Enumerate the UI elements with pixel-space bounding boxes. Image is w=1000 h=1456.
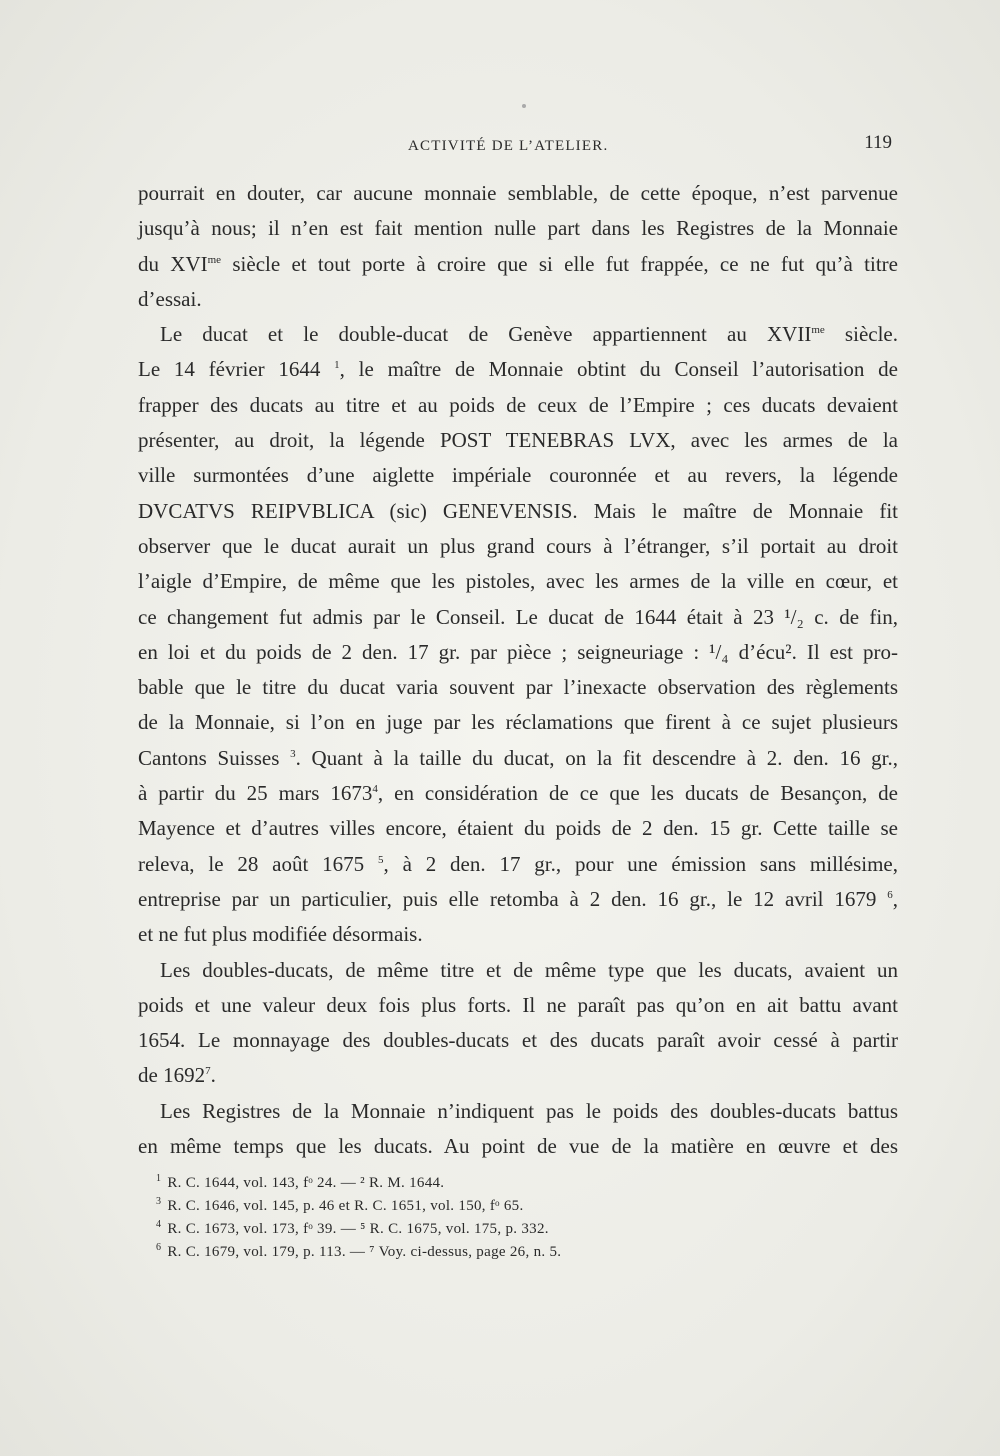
superscript: 4: [372, 783, 378, 796]
footnote-text: R. C. 1679, vol. 179, p. 113. — ⁷ Voy. ci-dessus, page 26, n. 5.: [167, 1244, 562, 1260]
text-line: 1654. Le monnayage des doubles-ducats et des ducats paraît avoir cessé à partir: [138, 1028, 898, 1053]
text-line: d’essai.: [138, 286, 202, 311]
text-segment: releva, le 28 août 1675: [138, 851, 378, 876]
footnote-text: R. C. 1644, vol. 143, fᵒ 24. — ² R. M. 1644.: [167, 1175, 445, 1191]
footnote-text: R. C. 1673, vol. 173, fᵒ 39. — ⁵ R. C. 1675, vol. 175, p. 332.: [167, 1221, 549, 1237]
text-segment: . Quant à la taille du ducat, on la fit descendre à 2. den. 16 gr.,: [295, 745, 898, 770]
running-header: [138, 132, 898, 162]
text-line: [138, 247, 898, 282]
text-line: [138, 741, 898, 776]
text-line: Les doubles-ducats, de même titre et de même type que les ducats, avaient un: [160, 957, 898, 982]
superscript: 1: [334, 359, 340, 372]
text-segment: siècle.: [824, 322, 898, 347]
text-segment: du XVI: [138, 251, 208, 276]
text-segment: siècle et tout porte à croire que si elle fut frappée, ce ne fut qu’à titre: [221, 251, 898, 276]
text-line: jusqu’à nous; il n’en est fait mention nulle part dans les Registres de la Monnaie: [138, 216, 898, 241]
text-segment: Le 14 février 1644: [138, 357, 335, 382]
text-segment: , en considération de ce que les ducats de Besançon, de: [377, 781, 898, 806]
text-line: de la Monnaie, si l’on en juge par les réclamations que firent à ce sujet plusieurs: [138, 710, 898, 735]
text-line: frapper des ducats au titre et au poids de ceux de l’Empire ; ces ducats devaient: [138, 392, 898, 417]
text-line: Mayence et d’autres villes encore, étaient du poids de 2 den. 15 gr. Cette taille se: [138, 816, 898, 841]
text-line: Les Registres de la Monnaie n’indiquent pas le poids des doubles-ducats battus: [160, 1098, 898, 1123]
footnote: [156, 1195, 676, 1218]
footnote: [156, 1218, 676, 1241]
text-line: pourrait en douter, car aucune monnaie semblable, de cette époque, n’est parvenue: [138, 181, 898, 205]
footnote-mark: 4: [156, 1219, 162, 1230]
text-line: l’aigle d’Empire, de même que les pistoles, avec les armes de la ville en cœur, et: [138, 569, 898, 594]
text-line: [138, 1058, 898, 1093]
text-line: bable que le titre du ducat varia souvent par l’inexacte observation des règlements: [138, 675, 898, 700]
text-line: [138, 776, 898, 811]
text-line: [138, 317, 898, 352]
text-segment: entreprise par un particulier, puis elle retomba à 2 den. 16 gr., le 12 avril 1679: [138, 886, 888, 911]
text-segment: Le ducat et le double-ducat de Genève appartiennent au XVII: [160, 322, 812, 347]
text-line: ville surmontées d’une aiglette impériale couronnée et au revers, la légende: [138, 463, 898, 488]
text-line: [138, 352, 898, 387]
superscript: me: [207, 253, 222, 266]
text-line: présenter, au droit, la légende POST TENEBRAS LVX, avec les armes de la: [138, 428, 898, 453]
text-line: et ne fut plus modifiée désormais.: [138, 922, 423, 947]
speck-mark: [522, 104, 526, 108]
text-line: ce changement fut admis par le Conseil. Le ducat de 1644 était à 23 ¹/₂ c. de fin,: [138, 604, 898, 629]
footnote-mark: 6: [156, 1242, 162, 1253]
text-line: observer que le ducat aurait un plus grand cours à l’étranger, s’il portait au droit: [138, 533, 898, 558]
page-number: 119: [864, 132, 892, 153]
superscript: 6: [887, 888, 893, 901]
superscript: me: [811, 324, 825, 337]
footnote-mark: 1: [156, 1173, 162, 1184]
text-segment: , le maître de Monnaie obtint du Conseil l’autorisation de: [339, 357, 898, 382]
footnotes: [156, 1172, 676, 1264]
text-segment: de 1692: [138, 1063, 206, 1088]
text-line: [138, 882, 898, 917]
text-line: en loi et du poids de 2 den. 17 gr. par pièce ; seigneuriage : ¹/₄ d’écu². Il est pro-: [138, 639, 898, 664]
text-line: DVCATVS REIPVBLICA (sic) GENEVENSIS. Mais le maître de Monnaie fit: [138, 498, 898, 523]
text-line: [138, 847, 898, 882]
superscript: 7: [205, 1065, 211, 1078]
footnote-text: R. C. 1646, vol. 145, p. 46 et R. C. 1651, vol. 150, fᵒ 65.: [167, 1198, 524, 1214]
body-text: [138, 176, 898, 1164]
running-title: ACTIVITÉ DE L’ATELIER.: [408, 138, 609, 154]
footnote: [156, 1172, 676, 1195]
text-segment: ,: [892, 886, 898, 911]
superscript: 3: [290, 747, 296, 760]
superscript: 5: [378, 853, 384, 866]
text-segment: Cantons Suisses: [138, 745, 291, 770]
text-segment: .: [210, 1063, 216, 1088]
text-line: en même temps que les ducats. Au point de vue de la matière en œuvre et des: [138, 1134, 898, 1159]
text-segment: , à 2 den. 17 gr., pour une émission sans millésime,: [383, 851, 898, 876]
footnote-mark: 3: [156, 1196, 162, 1207]
text-segment: à partir du 25 mars 1673: [138, 781, 373, 806]
footnote: [156, 1241, 676, 1264]
text-line: poids et une valeur deux fois plus forts. Il ne paraît pas qu’on en ait battu avant: [138, 992, 898, 1017]
